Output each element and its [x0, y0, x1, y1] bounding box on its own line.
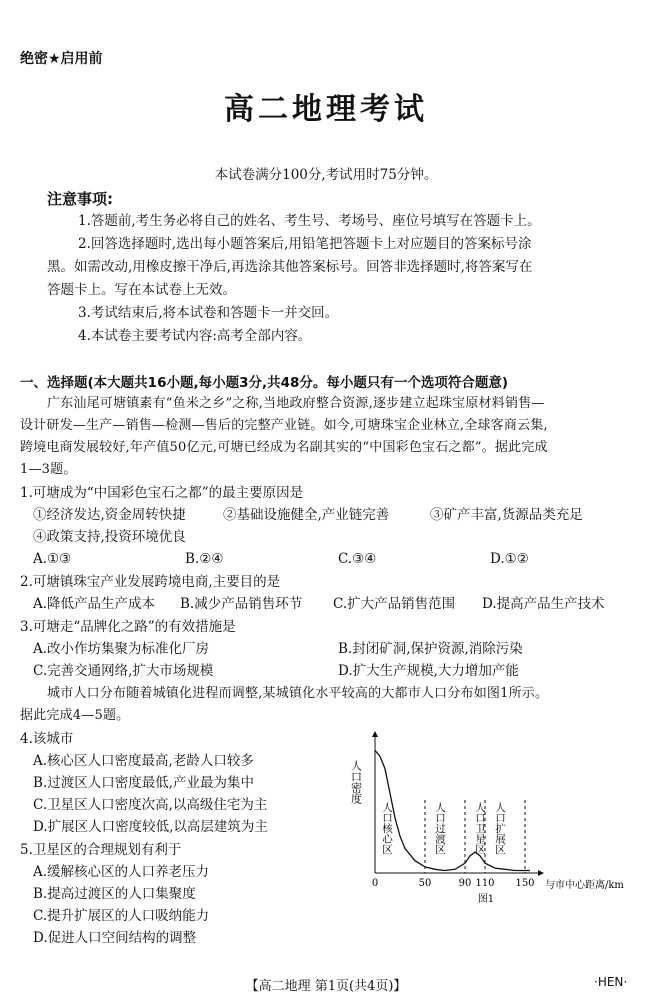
secret-label: 绝密★启用前 [20, 51, 103, 67]
region-label: 人口核心区 [381, 802, 393, 855]
question-stem: 4.该城市 [20, 731, 74, 747]
option-c[interactable]: C.③④ [338, 551, 377, 567]
option-b[interactable]: B.封闭矿洞,保护资源,消除污染 [338, 641, 523, 657]
y-axis-label: 人口密度 [349, 760, 363, 804]
x-tick-label: 150 [515, 878, 535, 889]
option-b[interactable]: B.提高过渡区的人口集聚度 [33, 886, 196, 902]
region-label: 人口卫星区 [474, 802, 486, 855]
passage-line: 据此完成4—5题。 [20, 708, 130, 723]
option-a[interactable]: A.降低产品生产成本 [33, 596, 156, 612]
option-c[interactable]: C.提升扩展区的人口吸纳能力 [33, 908, 210, 924]
footer-code: ·HEN· [594, 975, 628, 989]
exam-subtitle: 本试卷满分100分,考试用时75分钟。 [214, 167, 438, 183]
question-stem: 3.可塘走“品牌化之路”的有效措施是 [20, 619, 236, 635]
x-axis-label: 与市中心距离/km [545, 880, 624, 891]
option-d[interactable]: D.①② [490, 551, 529, 567]
question-item: ①经济发达,资金周转快捷 [33, 507, 186, 523]
region-label: 人口扩展区 [494, 802, 506, 855]
option-b[interactable]: B.②④ [185, 551, 224, 567]
passage-line: 1—3题。 [20, 462, 77, 477]
notice-line: 黑。如需改动,用橡皮擦干净后,再选涂其他答案标号。回答非选择题时,将答案写在 [47, 259, 533, 275]
passage-line: 城市人口分布随着城镇化进程而调整,某城镇化水平较高的大都市人口分布如图1所示。 [47, 686, 549, 701]
notice-heading: 注意事项: [47, 190, 113, 208]
x-tick-label: 110 [475, 878, 495, 889]
section-heading: 一、选择题(本大题共16小题,每小题3分,共48分。每小题只有一个选项符合题意) [20, 375, 509, 391]
exam-title: 高二地理考试 [224, 92, 428, 127]
notice-line: 答题卡上。写在本试卷上无效。 [47, 282, 236, 298]
question-item: ②基础设施健全,产业链完善 [223, 507, 390, 523]
x-tick-label: 90 [458, 878, 472, 889]
population-density-chart [348, 730, 648, 910]
notice-line: 1.答题前,考生务必将自己的姓名、考生号、考场号、座位号填写在答题卡上。 [78, 213, 541, 229]
question-stem: 1.可塘成为“中国彩色宝石之都”的最主要原因是 [20, 485, 304, 501]
density-curve [375, 750, 530, 870]
option-a[interactable]: A.改小作坊集聚为标准化厂房 [33, 641, 210, 657]
region-label: 人口过渡区 [434, 802, 446, 855]
option-b[interactable]: B.减少产品销售环节 [180, 596, 303, 612]
option-d[interactable]: D.扩大生产规模,大力增加产能 [338, 663, 519, 679]
notice-line: 2.回答选择题时,选出每小题答案后,用铅笔把答题卡上对应题目的答案标号涂 [78, 236, 532, 252]
option-d[interactable]: D.提高产品生产技术 [482, 596, 605, 612]
notice-line: 4.本试卷主要考试内容:高考全部内容。 [78, 328, 312, 344]
option-c[interactable]: C.完善交通网络,扩大市场规模 [33, 663, 214, 679]
passage-line: 跨境电商发展较好,年产值50亿元,可塘已经成为名副其实的“中国彩色宝石之都”。据此完成 [20, 440, 548, 455]
question-item: ④政策支持,投资环境优良 [33, 529, 186, 545]
question-stem: 2.可塘镇珠宝产业发展跨境电商,主要目的是 [20, 574, 281, 590]
option-d[interactable]: D.扩展区人口密度较低,以高层建筑为主 [33, 819, 268, 835]
x-tick-label: 50 [418, 878, 432, 889]
option-d[interactable]: D.促进人口空间结构的调整 [33, 930, 197, 946]
option-c[interactable]: C.卫星区人口密度次高,以高级住宅为主 [33, 797, 268, 813]
passage-line: 设计研发—生产—销售—检测—售后的完整产业链。如今,可塘珠宝企业林立,全球客商云集, [20, 418, 548, 433]
option-a[interactable]: A.①③ [33, 551, 72, 567]
option-b[interactable]: B.过渡区人口密度最低,产业最为集中 [33, 775, 255, 791]
option-c[interactable]: C.扩大产品销售范围 [333, 596, 456, 612]
option-a[interactable]: A.缓解核心区的人口养老压力 [33, 864, 210, 880]
figure-caption: 图1 [477, 894, 495, 905]
question-item: ③矿产丰富,货源品类充足 [430, 507, 583, 523]
notice-line: 3.考试结束后,将本试卷和答题卡一并交回。 [78, 305, 339, 321]
x-tick-label: 0 [371, 878, 379, 889]
passage-line: 广东汕尾可塘镇素有“鱼米之乡”之称,当地政府整合资源,逐步建立起珠宝原材料销售— [47, 396, 545, 411]
footer-page-info: 【高二地理 第1页(共4页)】 [245, 979, 407, 994]
question-stem: 5.卫星区的合理规划有利于 [20, 842, 182, 858]
option-a[interactable]: A.核心区人口密度最高,老龄人口较多 [33, 753, 254, 769]
